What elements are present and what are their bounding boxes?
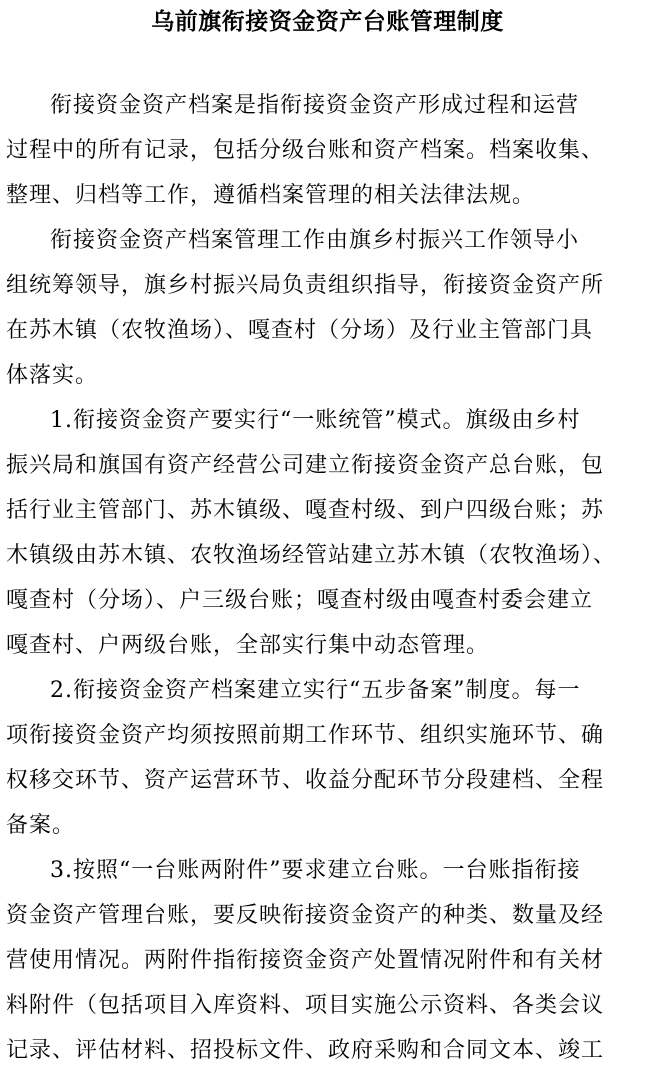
paragraph-4-line-2: 项衔接资金资产均须按照前期工作环节、组织实施环节、确 (6, 723, 605, 748)
paragraph-1-line-3: 整理、归档等工作，遵循档案管理的相关法律法规。 (6, 183, 536, 208)
paragraph-2-line-4: 体落实。 (6, 363, 99, 388)
paragraph-5-line-2: 资金资产管理台账，要反映衔接资金资产的种类、数量及经 (6, 903, 605, 928)
paragraph-1-line-2: 过程中的所有记录，包括分级台账和资产档案。档案收集、 (6, 138, 605, 163)
paragraph-5-line-4: 料附件（包括项目入库资料、项目实施公示资料、各类会议 (6, 993, 605, 1018)
paragraph-4-line-1: 2.衔接资金资产档案建立实行“五步备案”制度。每一 (50, 678, 581, 703)
paragraph-4-line-4: 备案。 (6, 813, 76, 838)
document-title: 乌前旗衔接资金资产台账管理制度 (151, 8, 504, 35)
paragraph-3-line-5: 嘎查村（分场）、户三级台账；嘎查村级由嘎查村委会建立 (6, 588, 594, 613)
paragraph-2-line-1: 衔接资金资产档案管理工作由旗乡村振兴工作领导小 (50, 228, 580, 253)
paragraph-2-line-2: 组统筹领导，旗乡村振兴局负责组织指导，衔接资金资产所 (6, 273, 605, 298)
paragraph-5-line-5: 记录、评估材料、招投标文件、政府采购和合同文本、竣工 (6, 1038, 605, 1063)
paragraph-1-line-1: 衔接资金资产档案是指衔接资金资产形成过程和运营 (50, 93, 580, 118)
paragraph-3-line-1: 1.衔接资金资产要实行“一账统管”模式。旗级由乡村 (50, 408, 581, 433)
paragraph-3-line-2: 振兴局和旗国有资产经营公司建立衔接资金资产总台账，包 (6, 453, 605, 478)
paragraph-3-line-3: 括行业主管部门、苏木镇级、嘎查村级、到户四级台账；苏 (6, 498, 605, 523)
paragraph-5-line-3: 营使用情况。两附件指衔接资金资产处置情况附件和有关材 (6, 948, 605, 973)
paragraph-4-line-3: 权移交环节、资产运营环节、收益分配环节分段建档、全程 (6, 768, 605, 793)
paragraph-3-line-6: 嘎查村、户两级台账，全部实行集中动态管理。 (6, 633, 490, 658)
paragraph-3-line-4: 木镇级由苏木镇、农牧渔场经管站建立苏木镇（农牧渔场）、 (6, 543, 617, 568)
paragraph-5-line-1: 3.按照“一台账两附件”要求建立台账。一台账指衔接 (50, 858, 581, 883)
paragraph-2-line-3: 在苏木镇（农牧渔场）、嘎查村（分场）及行业主管部门具 (6, 318, 594, 343)
